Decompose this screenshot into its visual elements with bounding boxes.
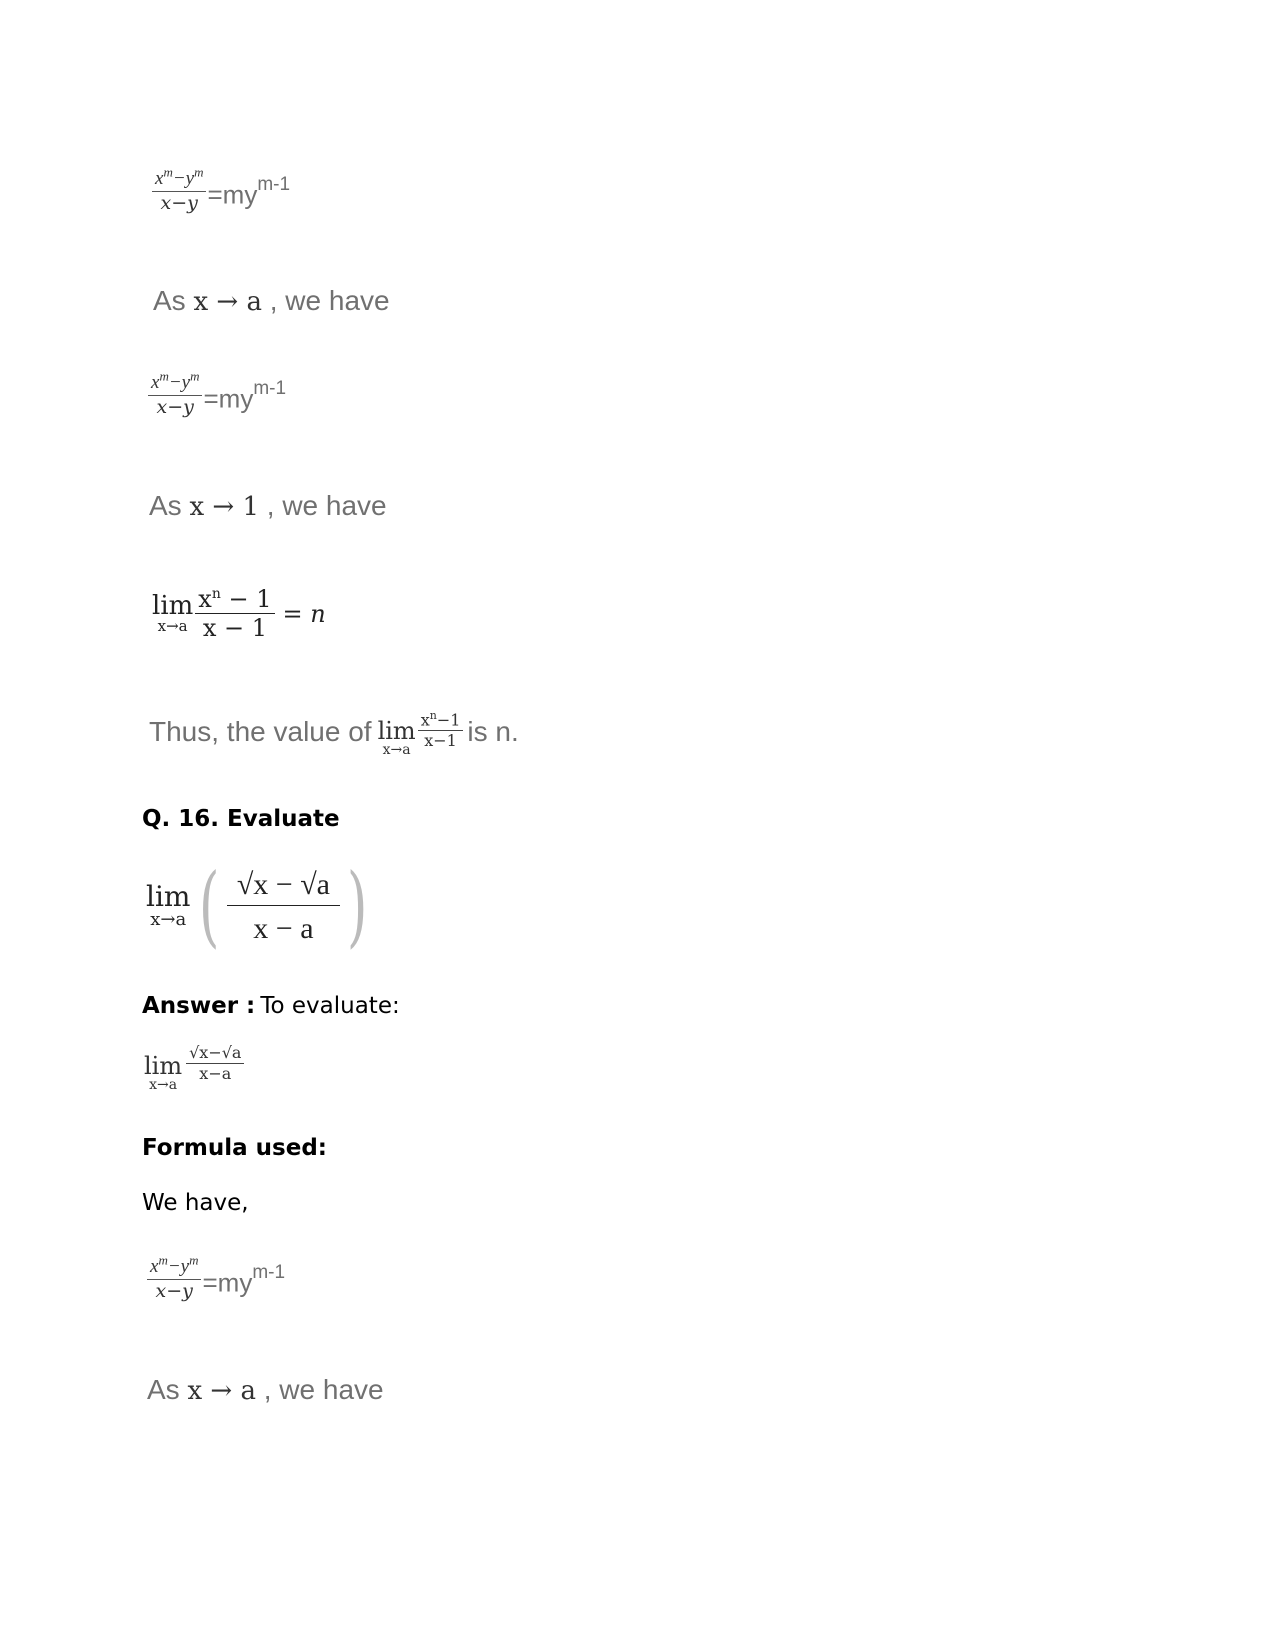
- denominator: x−y: [155, 1280, 193, 1303]
- numerator: $x^m-y^m$: [152, 166, 206, 192]
- as-x-approaches-a-line-2: As x → a , we have: [147, 1374, 384, 1406]
- numerator: $x^m-y^m$: [148, 370, 202, 396]
- numerator: $x^n - 1$: [195, 586, 274, 614]
- rhs: $=my^{m-1}$: [202, 1261, 286, 1298]
- limit-operator: lim x→a: [146, 880, 191, 930]
- as-x-approaches-1-line: As x → 1 , we have: [149, 490, 387, 522]
- denominator: x−y: [160, 192, 198, 215]
- denominator: x−1: [424, 730, 457, 750]
- numerator: $x^n-1$: [418, 710, 464, 731]
- fraction: [147, 1254, 201, 1302]
- fraction: [186, 1044, 244, 1082]
- fraction: [148, 370, 202, 418]
- denominator: x−a: [199, 1063, 232, 1083]
- answer-line: [142, 993, 400, 1019]
- numerator: √x−√a: [186, 1044, 244, 1064]
- conclusion-line: Thus, the value of lim x→a $\frac{x^n-1}{x-1}$ is n.: [149, 709, 519, 758]
- limit-operator: lim x→a: [377, 716, 416, 758]
- as-x-approaches-a-line-1: As x → a , we have: [153, 285, 390, 317]
- formula-power-difference-1: [152, 166, 290, 214]
- fraction: [227, 868, 340, 945]
- denominator: x − 1: [202, 614, 267, 643]
- right-paren: ): [346, 854, 368, 957]
- numerator: $x^m-y^m$: [147, 1254, 201, 1280]
- limit-equals-n: [152, 586, 326, 642]
- rhs: $=my^{m-1}$: [207, 173, 291, 210]
- question-expression: [146, 854, 374, 957]
- rhs: = n: [282, 599, 326, 628]
- left-paren: (: [199, 854, 220, 957]
- formula-used-heading: Formula used:: [142, 1135, 327, 1161]
- denominator: x−y: [156, 396, 194, 419]
- limit-operator: lim x→a: [144, 1052, 183, 1094]
- we-have-text: We have,: [142, 1190, 249, 1216]
- fraction: [152, 166, 206, 214]
- limit-operator: lim x→a: [152, 591, 194, 636]
- fraction: [418, 710, 464, 750]
- answer-label: Answer :: [142, 993, 256, 1019]
- answer-expression: [144, 1043, 244, 1094]
- answer-text: To evaluate:: [260, 993, 400, 1019]
- fraction: [195, 586, 274, 642]
- numerator: √x − √a: [227, 868, 340, 906]
- formula-power-difference-2: [148, 370, 286, 418]
- formula-power-difference-3: [147, 1254, 285, 1302]
- rhs: $=my^{m-1}$: [203, 377, 287, 414]
- question-heading: Q. 16. Evaluate: [142, 806, 340, 832]
- denominator: x − a: [253, 911, 314, 945]
